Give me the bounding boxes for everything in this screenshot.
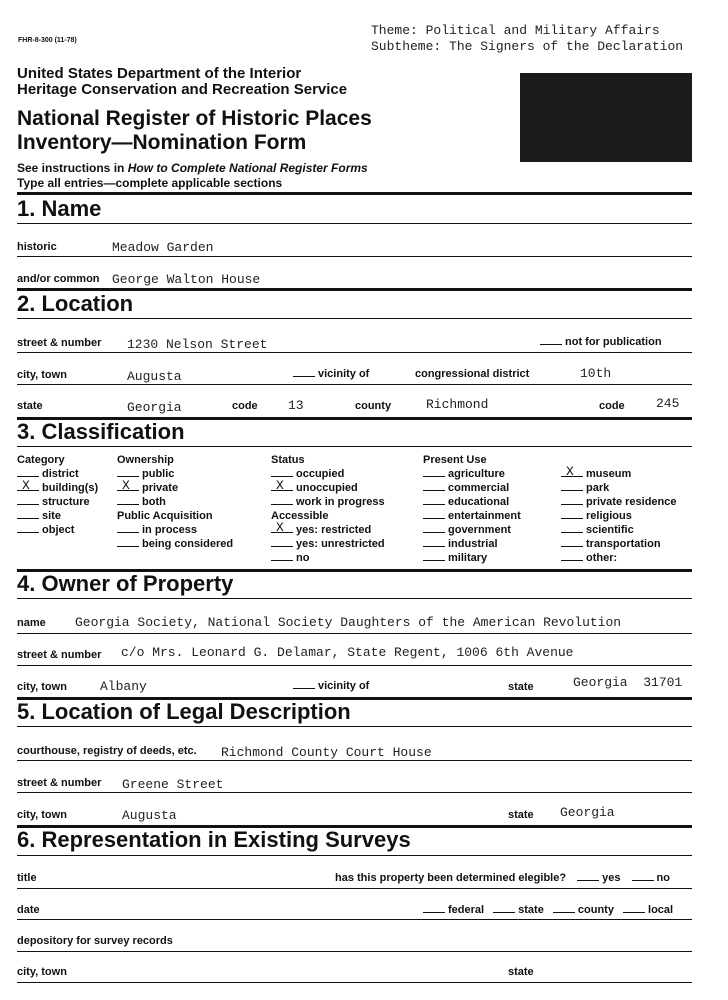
field-line <box>17 352 692 353</box>
survey-title-label: title <box>17 872 37 884</box>
eligible-label: has this property been determined elegible? <box>335 872 567 884</box>
checkbox-blank[interactable] <box>17 518 39 519</box>
county-field[interactable]: Richmond <box>426 397 489 412</box>
option-label: park <box>586 482 610 494</box>
no-label: no <box>656 872 670 884</box>
option-acquisition[interactable] <box>117 523 233 537</box>
vicinity-option[interactable] <box>293 368 369 380</box>
checkbox-blank[interactable] <box>423 518 445 519</box>
section-rule <box>17 598 692 599</box>
section-3-heading: 3. Classification <box>17 419 185 444</box>
state-label: state <box>17 400 43 412</box>
option-category[interactable] <box>17 523 98 537</box>
option-label: commercial <box>448 482 510 494</box>
checkbox-blank[interactable] <box>561 504 583 505</box>
legal-street-label: street & number <box>17 777 102 789</box>
option-label: in process <box>142 524 198 536</box>
form-title-line1: National Register of Historic Places <box>17 107 372 130</box>
checkbox-blank[interactable] <box>423 490 445 491</box>
subtheme-line: Subtheme: The Signers of the Declaration <box>371 39 684 54</box>
owner-street-field[interactable]: c/o Mrs. Leonard G. Delamar, State Regent, 1006 6th Avenue <box>121 645 574 660</box>
district-field[interactable]: 10th <box>580 366 612 381</box>
checkbox-blank[interactable] <box>271 520 293 535</box>
survey-state-label: state <box>508 966 534 978</box>
ownership-column <box>117 453 233 551</box>
checkbox-blank[interactable] <box>423 504 445 505</box>
accessible-heading: Accessible <box>271 510 329 522</box>
code-label: code <box>232 400 258 412</box>
checkbox-blank[interactable] <box>117 478 139 493</box>
option-use-a[interactable] <box>423 495 521 509</box>
option-ownership[interactable] <box>117 495 233 509</box>
code-field[interactable]: 13 <box>288 398 304 413</box>
option-use-b[interactable] <box>561 464 677 481</box>
city-field[interactable]: Augusta <box>127 369 182 384</box>
legal-state-field[interactable]: Georgia <box>560 805 615 820</box>
section-6-heading: 6. Representation in Existing Surveys <box>17 827 411 852</box>
option-status[interactable] <box>271 478 385 495</box>
federal-label: federal <box>448 904 485 916</box>
legal-state-label: state <box>508 809 534 821</box>
field-line <box>17 982 692 983</box>
checkbox-blank[interactable] <box>271 504 293 505</box>
option-acquisition[interactable] <box>117 537 233 551</box>
option-category[interactable] <box>17 509 98 523</box>
checkbox-blank[interactable] <box>117 476 139 477</box>
option-accessible[interactable] <box>271 520 385 537</box>
checkbox-blank[interactable] <box>561 546 583 547</box>
status-heading: Status <box>271 454 305 466</box>
owner-state-field[interactable]: Georgia 31701 <box>573 675 683 690</box>
theme-line: Theme: Political and Military Affairs <box>371 23 660 38</box>
option-label: government <box>448 524 511 536</box>
ownership-heading: Ownership <box>117 454 174 466</box>
option-label: no <box>296 552 310 564</box>
option-label: structure <box>42 496 90 508</box>
checkbox-blank[interactable] <box>117 532 139 533</box>
category-heading: Category <box>17 454 65 466</box>
state-option-label: state <box>518 904 544 916</box>
section-rule <box>17 192 692 195</box>
option-use-b[interactable] <box>561 509 677 523</box>
option-label: entertainment <box>448 510 521 522</box>
option-label: yes: unrestricted <box>296 538 385 550</box>
section-rule <box>17 855 692 856</box>
field-line <box>17 760 692 761</box>
checkbox-blank[interactable] <box>271 546 293 547</box>
option-label: industrial <box>448 538 498 550</box>
option-label: object <box>42 524 75 536</box>
option-label: unoccupied <box>296 482 358 494</box>
option-accessible[interactable] <box>271 551 385 565</box>
checkbox-blank[interactable] <box>561 532 583 533</box>
option-label: private residence <box>586 496 677 508</box>
section-2-heading: 2. Location <box>17 291 134 316</box>
field-line <box>17 633 692 634</box>
option-label: private <box>142 482 179 494</box>
historic-field[interactable]: Meadow Garden <box>112 240 214 255</box>
checkbox-blank[interactable] <box>271 476 293 477</box>
checkbox-blank[interactable] <box>117 504 139 505</box>
county-code-field[interactable]: 245 <box>656 396 680 411</box>
check-mark: X <box>276 520 284 535</box>
legal-city-label: city, town <box>17 809 67 821</box>
local-label: local <box>648 904 674 916</box>
section-4-heading: 4. Owner of Property <box>17 571 234 596</box>
option-label: educational <box>448 496 510 508</box>
option-label: district <box>42 468 79 480</box>
field-line <box>17 384 692 385</box>
option-label: both <box>142 496 166 508</box>
common-name-field[interactable]: George Walton House <box>112 272 261 287</box>
option-label: public <box>142 468 175 480</box>
depository-label: depository for survey records <box>17 935 173 947</box>
redacted-stamp-box <box>520 73 692 162</box>
instructions-prefix: See instructions in <box>17 161 128 175</box>
option-status[interactable] <box>271 495 385 509</box>
county-blank[interactable] <box>553 912 575 913</box>
present-use-column-2 <box>561 453 677 565</box>
owner-vicinity-label: vicinity of <box>318 680 370 692</box>
state-blank[interactable] <box>493 912 515 913</box>
vicinity-label: vicinity of <box>318 368 370 380</box>
survey-level-options <box>423 904 673 916</box>
historic-label: historic <box>17 241 57 253</box>
option-use-a[interactable] <box>423 509 521 523</box>
check-mark: X <box>122 478 130 493</box>
option-use-a[interactable] <box>423 537 521 551</box>
owner-state-label: state <box>508 681 534 693</box>
option-use-b[interactable] <box>561 551 677 565</box>
section-rule <box>17 318 692 319</box>
owner-street-label: street & number <box>17 649 102 661</box>
no-blank[interactable] <box>632 880 654 881</box>
option-label: transportation <box>586 538 661 550</box>
option-label: being considered <box>142 538 234 550</box>
county-code-label: code <box>599 400 625 412</box>
option-label: occupied <box>296 468 345 480</box>
county-label: county <box>355 400 392 412</box>
section-rule <box>17 726 692 727</box>
section-5-heading: 5. Location of Legal Description <box>17 699 351 724</box>
checkbox-blank[interactable] <box>561 464 583 479</box>
checkbox-blank[interactable] <box>271 478 293 493</box>
option-category[interactable] <box>17 478 99 495</box>
check-mark: X <box>566 464 574 479</box>
legal-street-field[interactable]: Greene Street <box>122 777 224 792</box>
courthouse-field[interactable]: Richmond County Court House <box>221 745 432 760</box>
section-rule <box>17 446 692 447</box>
checkbox-blank[interactable] <box>423 560 445 561</box>
instructions-line2: Type all entries—complete applicable sections <box>17 176 283 190</box>
owner-vicinity-option[interactable] <box>293 680 369 692</box>
option-ownership[interactable] <box>117 467 233 481</box>
survey-date-label: date <box>17 904 40 916</box>
legal-city-field[interactable]: Augusta <box>122 808 177 823</box>
category-column <box>17 453 98 537</box>
option-label: work in progress <box>296 496 385 508</box>
state-field[interactable]: Georgia <box>127 400 182 415</box>
owner-name-field[interactable]: Georgia Society, National Society Daughters of the American Revolution <box>75 615 622 630</box>
survey-city-label: city, town <box>17 966 67 978</box>
eligible-question <box>335 872 670 884</box>
field-line <box>17 792 692 793</box>
checkbox-blank[interactable] <box>17 476 39 477</box>
section-1-heading: 1. Name <box>17 196 102 221</box>
field-line <box>17 256 692 257</box>
yes-label: yes <box>602 872 621 884</box>
option-label: museum <box>586 468 632 480</box>
field-line <box>17 919 692 920</box>
checkbox-blank[interactable] <box>423 532 445 533</box>
checkbox-blank[interactable] <box>561 518 583 519</box>
street-field[interactable]: 1230 Nelson Street <box>127 337 268 352</box>
option-label: religious <box>586 510 632 522</box>
county-option-label: county <box>577 904 614 916</box>
option-use-b[interactable] <box>561 495 677 509</box>
common-name-label: and/or common <box>17 273 100 285</box>
option-use-a[interactable] <box>423 481 521 495</box>
owner-city-label: city, town <box>17 681 67 693</box>
check-mark: X <box>22 478 30 493</box>
option-label: other: <box>586 552 618 564</box>
option-use-b[interactable] <box>561 481 677 495</box>
department-name: United States Department of the Interior <box>17 65 302 82</box>
acquisition-heading: Public Acquisition <box>117 510 213 522</box>
status-column <box>271 453 385 565</box>
checkbox-blank[interactable] <box>561 560 583 561</box>
present-use-heading: Present Use <box>423 454 487 466</box>
option-accessible[interactable] <box>271 537 385 551</box>
option-label: yes: restricted <box>296 524 372 536</box>
service-name: Heritage Conservation and Recreation Service <box>17 81 348 98</box>
instructions-title: How to Complete National Register Forms <box>127 161 368 175</box>
checkbox-blank[interactable] <box>17 478 39 493</box>
street-label: street & number <box>17 337 102 349</box>
option-label: military <box>448 552 488 564</box>
courthouse-label: courthouse, registry of deeds, etc. <box>17 745 197 757</box>
option-use-a[interactable] <box>423 551 521 565</box>
instructions-line1 <box>17 161 368 175</box>
option-use-a[interactable] <box>423 467 521 481</box>
yes-blank[interactable] <box>577 880 599 881</box>
section-rule <box>17 223 692 224</box>
checkbox-blank[interactable] <box>17 504 39 505</box>
option-ownership[interactable] <box>117 478 233 495</box>
checkbox-blank[interactable] <box>423 546 445 547</box>
option-use-b[interactable] <box>561 537 677 551</box>
nfp-label: not for publication <box>565 336 662 348</box>
federal-blank[interactable] <box>423 912 445 913</box>
checkbox-blank[interactable] <box>117 546 139 547</box>
checkbox-blank[interactable] <box>423 476 445 477</box>
field-line <box>17 665 692 666</box>
owner-city-field[interactable]: Albany <box>100 679 147 694</box>
city-label: city, town <box>17 369 67 381</box>
option-label: building(s) <box>42 482 99 494</box>
owner-name-label: name <box>17 617 46 629</box>
field-line <box>17 951 692 952</box>
option-status[interactable] <box>271 467 385 481</box>
option-label: agriculture <box>448 468 505 480</box>
local-blank[interactable] <box>623 912 645 913</box>
option-category[interactable] <box>17 495 98 509</box>
checkbox-blank[interactable] <box>271 560 293 561</box>
option-label: scientific <box>586 524 634 536</box>
checkbox-blank[interactable] <box>561 490 583 491</box>
option-use-a[interactable] <box>423 523 521 537</box>
option-label: site <box>42 510 61 522</box>
field-line <box>17 888 692 889</box>
district-label: congressional district <box>415 368 530 380</box>
present-use-column <box>423 453 521 565</box>
not-for-publication[interactable] <box>540 336 662 348</box>
form-title-line2: Inventory—Nomination Form <box>17 131 307 154</box>
check-mark: X <box>276 478 284 493</box>
option-use-b[interactable] <box>561 523 677 537</box>
checkbox-blank[interactable] <box>17 532 39 533</box>
form-number: FHR-8-300 (11-78) <box>18 37 77 44</box>
